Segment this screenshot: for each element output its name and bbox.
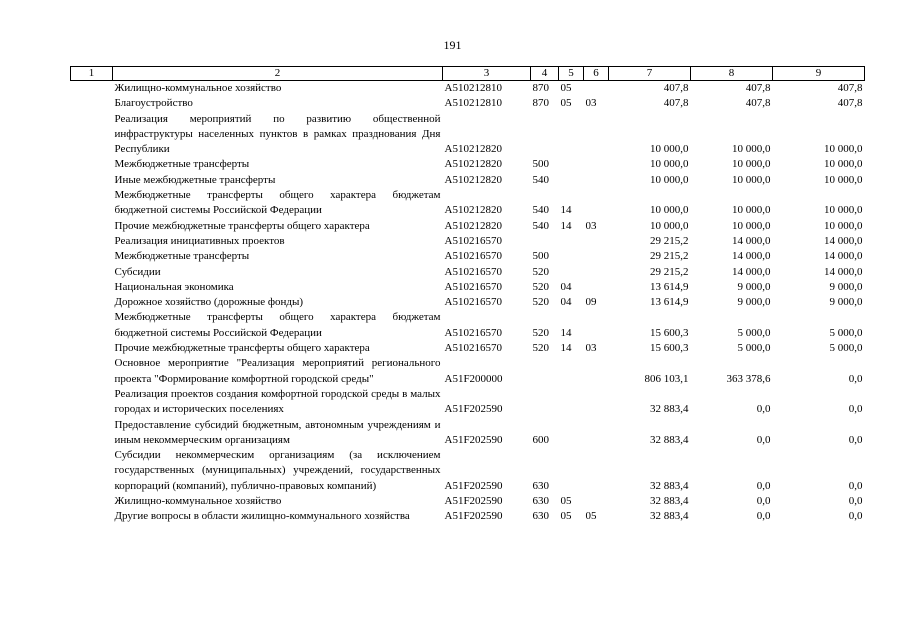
row-vr: 520 [532, 280, 549, 293]
row-value-7: 10 000,0 [650, 158, 689, 171]
table-row [71, 448, 865, 494]
table-row [71, 418, 865, 449]
row-rz: 04 [560, 280, 572, 293]
table-row [71, 280, 865, 295]
page-number: 191 [443, 38, 462, 52]
row-value-9: 14 000,0 [824, 265, 863, 278]
row-name: Межбюджетные трансферты [114, 250, 250, 263]
row-rz: 05 [560, 495, 572, 508]
row-value-8: 0,0 [756, 403, 771, 416]
row-rz [559, 418, 584, 449]
row-vr: 520 [532, 342, 549, 355]
row-pr [584, 494, 609, 509]
table-row [71, 265, 865, 280]
row-code: А510216570 [444, 342, 502, 355]
row-vr: 520 [532, 326, 549, 339]
row-vr: 540 [532, 219, 549, 232]
row-code: А510216570 [444, 280, 502, 293]
row-vr: 540 [532, 173, 549, 186]
row-value-7: 29 215,2 [650, 265, 689, 278]
budget-table [70, 66, 865, 525]
row-code: А510216570 [444, 234, 502, 247]
row-value-8: 14 000,0 [732, 250, 771, 263]
row-pr [584, 356, 609, 387]
row-value-8: 10 000,0 [732, 204, 771, 217]
table-row [71, 295, 865, 310]
empty [71, 310, 113, 341]
row-name: Предоставление субсидий бюджетным, автономным учреждениям и иным некоммерческим организациям [114, 418, 441, 446]
row-value-7: 13 614,9 [650, 280, 689, 293]
row-name: Межбюджетные трансферты общего характера бюджетам бюджетной системы Российской Федерации [114, 311, 441, 339]
row-code: А510212810 [444, 97, 502, 110]
table-row [71, 188, 865, 219]
row-vr: 870 [532, 82, 549, 94]
row-pr [584, 173, 609, 188]
empty [71, 509, 113, 524]
row-code: А510216570 [444, 250, 502, 263]
row-value-9: 407,8 [837, 97, 863, 110]
row-rz [559, 234, 584, 249]
header-col-2: 2 [113, 67, 443, 81]
row-code: А51F202590 [444, 495, 503, 508]
row-value-8: 10 000,0 [732, 158, 771, 171]
row-name: Основное мероприятие "Реализация мероприятий регионального проекта "Формирование комфортной городской среды" [114, 357, 441, 385]
row-name: Субсидии некоммерческим организациям (за исключением государственных (муниципальных) учреждений, государственных корпораций (компаний), публично-правовых компаний) [114, 449, 441, 492]
row-value-9: 9 000,0 [829, 296, 863, 309]
row-value-7: 32 883,4 [650, 479, 689, 492]
row-value-9: 14 000,0 [824, 250, 863, 263]
row-code: А510216570 [444, 296, 502, 309]
table-header [71, 67, 865, 81]
row-name: Дорожное хозяйство (дорожные фонды) [114, 296, 304, 309]
table-row [71, 219, 865, 234]
row-value-8: 5 000,0 [737, 326, 771, 339]
row-name: Национальная экономика [114, 280, 234, 293]
row-value-7: 32 883,4 [650, 495, 689, 508]
table-row [71, 112, 865, 158]
row-value-9: 0,0 [848, 403, 863, 416]
row-value-7: 10 000,0 [650, 173, 689, 186]
empty [71, 188, 113, 219]
empty [71, 112, 113, 158]
row-value-7: 10 000,0 [650, 204, 689, 217]
row-pr: 03 [585, 342, 597, 355]
row-pr [584, 310, 609, 341]
row-value-7: 13 614,9 [650, 296, 689, 309]
table-row [71, 249, 865, 264]
row-vr [531, 112, 559, 158]
row-name: Прочие межбюджетные трансферты общего характера [114, 342, 370, 355]
empty [71, 341, 113, 356]
row-rz [559, 448, 584, 494]
row-name: Реализация проектов создания комфортной городской среды в малых городах и исторических поселениях [114, 387, 441, 416]
row-value-7: 29 215,2 [650, 250, 689, 263]
row-code: А510212820 [444, 173, 502, 186]
row-code: А510212820 [444, 204, 502, 217]
row-name: Субсидии [114, 265, 161, 278]
row-value-9: 0,0 [848, 433, 863, 446]
row-value-8: 0,0 [756, 510, 771, 523]
empty [71, 234, 113, 249]
row-value-8: 9 000,0 [737, 296, 771, 309]
row-pr [584, 234, 609, 249]
row-pr [584, 188, 609, 219]
row-value-7: 32 883,4 [650, 403, 689, 416]
table-row [71, 509, 865, 524]
empty [71, 280, 113, 295]
header-col-3: 3 [443, 67, 531, 81]
row-vr: 500 [532, 250, 549, 263]
row-code: А51F202590 [444, 510, 503, 523]
row-rz: 14 [560, 219, 572, 232]
row-vr: 520 [532, 296, 549, 309]
row-value-8: 10 000,0 [732, 173, 771, 186]
row-value-8: 14 000,0 [732, 234, 771, 247]
row-rz: 04 [560, 296, 572, 309]
row-value-8: 363 378,6 [726, 372, 771, 385]
table-row [71, 234, 865, 249]
row-value-9: 0,0 [848, 495, 863, 508]
row-rz [559, 249, 584, 264]
row-value-8: 0,0 [756, 495, 771, 508]
row-vr: 600 [532, 433, 549, 446]
row-code: А510216570 [444, 326, 502, 339]
row-vr: 630 [532, 510, 549, 523]
table-row [71, 310, 865, 341]
row-value-7: 15 600,3 [650, 326, 689, 339]
row-value-9: 10 000,0 [824, 204, 863, 217]
row-value-9: 10 000,0 [824, 143, 863, 156]
empty [71, 448, 113, 494]
row-value-7: 32 883,4 [650, 510, 689, 523]
empty [71, 157, 113, 172]
row-name: Жилищно-коммунальное хозяйство [114, 495, 282, 508]
empty [71, 265, 113, 280]
row-value-9: 0,0 [848, 479, 863, 492]
row-pr: 03 [585, 219, 597, 232]
row-pr [584, 448, 609, 494]
row-name: Другие вопросы в области жилищно-коммунального хозяйства [114, 510, 410, 523]
row-vr: 870 [532, 97, 549, 110]
row-value-9: 5 000,0 [829, 326, 863, 339]
row-value-9: 9 000,0 [829, 280, 863, 293]
row-rz: 05 [560, 510, 572, 523]
row-pr [584, 81, 609, 97]
table-row [71, 356, 865, 387]
row-pr: 03 [585, 97, 597, 110]
row-value-9: 0,0 [848, 510, 863, 523]
row-name: Реализация инициативных проектов [114, 234, 285, 247]
empty [71, 494, 113, 509]
table-row [71, 173, 865, 188]
table-row [71, 341, 865, 356]
row-rz: 14 [560, 326, 572, 339]
row-value-9: 10 000,0 [824, 158, 863, 171]
empty [71, 96, 113, 111]
row-name: Иные межбюджетные трансферты [114, 173, 276, 186]
row-rz [559, 356, 584, 387]
header-col-8: 8 [691, 67, 773, 81]
row-pr [584, 280, 609, 295]
row-value-8: 0,0 [756, 479, 771, 492]
row-rz: 14 [560, 342, 572, 355]
row-rz: 05 [560, 97, 572, 110]
table-row [71, 81, 865, 97]
row-value-9: 407,8 [837, 82, 863, 94]
row-pr [584, 249, 609, 264]
row-code: А510212820 [444, 158, 502, 171]
row-pr [584, 265, 609, 280]
row-rz [559, 157, 584, 172]
row-code: А51F200000 [444, 372, 503, 385]
row-value-8: 10 000,0 [732, 219, 771, 232]
row-rz [559, 112, 584, 158]
row-pr: 05 [585, 510, 597, 523]
row-vr: 630 [532, 495, 549, 508]
empty [71, 295, 113, 310]
row-value-8: 407,8 [745, 82, 771, 94]
row-name: Прочие межбюджетные трансферты общего характера [114, 219, 370, 232]
row-value-8: 407,8 [745, 97, 771, 110]
empty [71, 81, 113, 97]
row-code: А510212820 [444, 143, 502, 156]
row-value-7: 10 000,0 [650, 219, 689, 232]
empty [71, 219, 113, 234]
row-vr [531, 234, 559, 249]
header-col-5: 5 [559, 67, 584, 81]
empty [71, 387, 113, 418]
row-value-8: 0,0 [756, 433, 771, 446]
row-value-9: 10 000,0 [824, 173, 863, 186]
row-name: Благоустройство [114, 97, 193, 110]
row-name: Межбюджетные трансферты [114, 158, 250, 171]
header-col-4: 4 [531, 67, 559, 81]
row-pr [584, 157, 609, 172]
row-code: А51F202590 [444, 403, 503, 416]
row-value-7: 407,8 [663, 82, 689, 94]
row-value-7: 32 883,4 [650, 433, 689, 446]
table-row [71, 96, 865, 111]
table-row [71, 157, 865, 172]
header-col-9: 9 [773, 67, 865, 81]
row-name: Жилищно-коммунальное хозяйство [114, 82, 282, 94]
row-pr: 09 [585, 296, 597, 309]
row-vr: 520 [532, 265, 549, 278]
row-value-7: 10 000,0 [650, 143, 689, 156]
header-col-7: 7 [609, 67, 691, 81]
empty [71, 418, 113, 449]
row-value-8: 14 000,0 [732, 265, 771, 278]
row-rz [559, 173, 584, 188]
table-row [71, 494, 865, 509]
empty [71, 249, 113, 264]
row-rz [559, 265, 584, 280]
row-code: А510212820 [444, 219, 502, 232]
row-pr [584, 387, 609, 418]
row-pr [584, 418, 609, 449]
header-col-1: 1 [71, 67, 113, 81]
row-code: А510216570 [444, 265, 502, 278]
row-vr [531, 387, 559, 418]
row-pr [584, 112, 609, 158]
empty [71, 356, 113, 387]
row-code: А510212810 [444, 82, 502, 94]
row-value-8: 9 000,0 [737, 280, 771, 293]
row-rz: 05 [560, 82, 572, 94]
row-value-9: 0,0 [848, 372, 863, 385]
row-vr: 500 [532, 158, 549, 171]
empty [71, 173, 113, 188]
row-rz: 14 [560, 204, 572, 217]
header-col-6: 6 [584, 67, 609, 81]
table-body [71, 81, 865, 525]
row-vr: 540 [532, 204, 549, 217]
row-value-7: 29 215,2 [650, 234, 689, 247]
row-value-9: 10 000,0 [824, 219, 863, 232]
row-value-7: 15 600,3 [650, 342, 689, 355]
row-vr: 630 [532, 479, 549, 492]
row-value-7: 806 103,1 [644, 372, 689, 385]
row-code: А51F202590 [444, 433, 503, 446]
table-row [71, 387, 865, 418]
row-rz [559, 387, 584, 418]
row-value-9: 14 000,0 [824, 234, 863, 247]
row-value-9: 5 000,0 [829, 342, 863, 355]
row-value-7: 407,8 [663, 97, 689, 110]
row-value-8: 10 000,0 [732, 143, 771, 156]
row-vr [531, 356, 559, 387]
row-code: А51F202590 [444, 479, 503, 492]
row-name: Межбюджетные трансферты общего характера бюджетам бюджетной системы Российской Федерации [114, 189, 441, 217]
row-value-8: 5 000,0 [737, 342, 771, 355]
row-name: Реализация мероприятий по развитию общественной инфраструктуры населенных пунктов в рамках празднования Дня Республики [114, 112, 441, 156]
